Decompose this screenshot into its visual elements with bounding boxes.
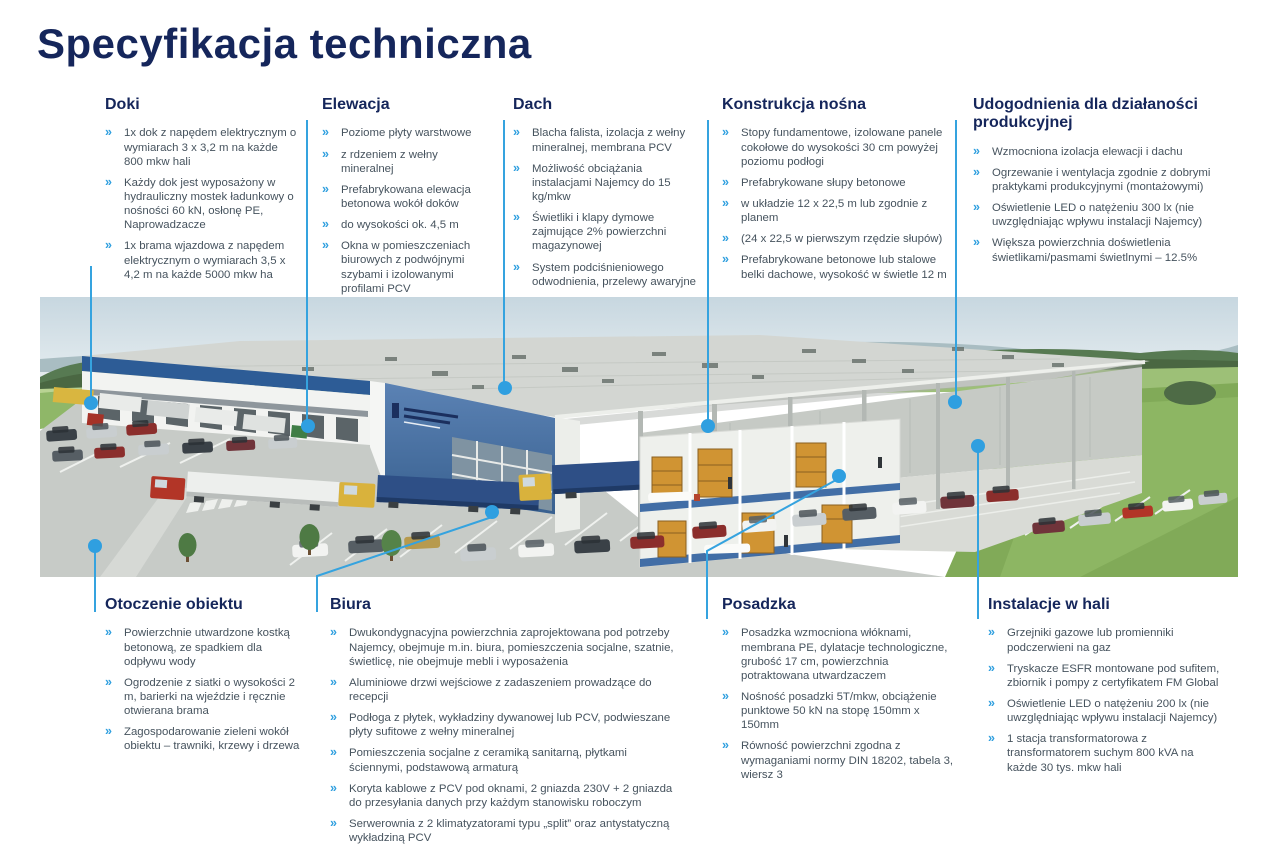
chevron-bullet-icon: » (330, 815, 337, 830)
spec-item (330, 626, 678, 668)
spec-item (722, 253, 950, 281)
spec-item-text: Podłoga z płytek, wykładziny dywanowej lub PCV, podwieszane płyty sufitowe z wełny mineralnej (349, 712, 671, 739)
section-title: Posadzka (722, 596, 796, 613)
spec-item (105, 725, 305, 753)
chevron-bullet-icon: » (722, 195, 729, 210)
chevron-bullet-icon: » (105, 625, 112, 640)
chevron-bullet-icon: » (330, 674, 337, 689)
spec-item (330, 711, 678, 739)
spec-item (722, 176, 950, 190)
spec-item (513, 162, 701, 204)
chevron-bullet-icon: » (722, 231, 729, 246)
spec-item (322, 126, 490, 140)
page-title: Specyfikacja techniczna (37, 20, 532, 67)
spec-item (105, 626, 305, 668)
spec-list (988, 626, 1220, 774)
spec-item-text: Nośność posadzki 5T/mkw, obciążenie punktowe 50 kN na stopę 150mm x 150mm (741, 690, 937, 732)
spec-item-text: do wysokości ok. 4,5 m (341, 219, 459, 232)
spec-item-text: Zagospodarowanie zieleni wokół obiektu – trawniki, krzewy i drzewa (124, 726, 300, 753)
spec-item (722, 690, 957, 732)
chevron-bullet-icon: » (973, 143, 980, 158)
spec-item (722, 626, 957, 683)
chevron-bullet-icon: » (513, 210, 520, 225)
spec-item (722, 197, 950, 225)
spec-list (322, 126, 490, 295)
chevron-bullet-icon: » (322, 217, 329, 232)
spec-item (973, 236, 1223, 264)
spec-item (322, 148, 490, 176)
section-posadzka (722, 596, 957, 789)
spec-item-text: Ogrzewanie i wentylacja zgodnie z dobrymi praktykami produkcyjnymi (montażowymi) (992, 166, 1211, 194)
spec-item-text: System podciśnieniowego odwodnienia, przelewy awaryjne (532, 261, 696, 288)
chevron-bullet-icon: » (722, 252, 729, 267)
spec-item-text: Oświetlenie LED o natężeniu 200 lx (nie uwzględniając wpływu instalacji Najemcy) (1007, 697, 1218, 725)
section-doki (105, 96, 297, 289)
spec-item-text: Prefabrykowane słupy betonowe (741, 176, 906, 189)
spec-item-text: (24 x 22,5 w pierwszym rzędzie słupów) (741, 233, 943, 246)
spec-item-text: Koryta kablowe z PCV pod oknami, 2 gniazda 230V + 2 gniazda do przesyłania danych przy każdym stanowisku roboczym (349, 782, 673, 809)
chevron-bullet-icon: » (722, 738, 729, 753)
chevron-bullet-icon: » (722, 688, 729, 703)
chevron-bullet-icon: » (330, 745, 337, 760)
section-biura (330, 596, 678, 852)
spec-item-text: Powierzchnie utwardzone kostką betonową, ze spadkiem dla odpływu wody (124, 627, 290, 668)
chevron-bullet-icon: » (513, 160, 520, 175)
chevron-bullet-icon: » (513, 259, 520, 274)
spec-item (105, 676, 305, 718)
chevron-bullet-icon: » (988, 660, 995, 675)
chevron-bullet-icon: » (722, 625, 729, 640)
spec-item-text: Prefabrykowane betonowe lub stalowe belki dachowe, wysokość w świetle 12 m (741, 254, 947, 281)
spec-item (988, 732, 1220, 774)
spec-item (513, 126, 701, 154)
spec-item (988, 662, 1220, 690)
spec-item-text: Blacha falista, izolacja z wełny mineralnej, membrana PCV (532, 127, 686, 154)
spec-item (722, 232, 950, 246)
spec-item (722, 126, 950, 168)
spec-item (105, 176, 297, 233)
spec-item-text: Oświetlenie LED o natężeniu 300 lx (nie uwzględniając wpływu instalacji Najemcy) (992, 202, 1203, 229)
chevron-bullet-icon: » (330, 710, 337, 725)
chevron-bullet-icon: » (330, 780, 337, 795)
spec-item-text: Aluminiowe drzwi wejściowe z zadaszeniem prowadzące do recepcji (349, 676, 652, 703)
spec-list (722, 126, 950, 281)
spec-item (973, 201, 1223, 229)
spec-item-text: 1 stacja transformatorowa z transformatorem suchym 800 kVA na każde 30 tys. mkw hali (1007, 733, 1194, 774)
chevron-bullet-icon: » (722, 125, 729, 140)
spec-item-text: Świetliki i klapy dymowe zajmujące 2% powierzchni magazynowej (532, 212, 667, 253)
chevron-bullet-icon: » (322, 181, 329, 196)
spec-item-text: Stopy fundamentowe, izolowane panele cokołowe do wysokości 30 cm powyżej poziomu podłogi (741, 127, 943, 168)
chevron-bullet-icon: » (322, 125, 329, 140)
spec-item-text: 1x brama wjazdowa z napędem elektrycznym o wymiarach 3,5 x 4,2 m na każde 5000 mkw ha (124, 240, 286, 281)
spec-item-text: Posadzka wzmocniona włóknami, membrana PE, dylatacje technologiczne, grubość 17 cm, powierzchnia potraktowana utwardzaczem (741, 627, 948, 682)
section-title: Doki (105, 96, 140, 113)
spec-item-text: Wzmocniona izolacja elewacji i dachu (992, 145, 1183, 158)
section-title: Elewacja (322, 96, 390, 113)
chevron-bullet-icon: » (322, 146, 329, 161)
section-title: Konstrukcja nośna (722, 96, 867, 113)
chevron-bullet-icon: » (330, 625, 337, 640)
spec-item (322, 239, 490, 296)
chevron-bullet-icon: » (322, 238, 329, 253)
spec-item-text: Tryskacze ESFR montowane pod sufitem, zbiornik i pompy z certyfikatem FM Global (1007, 662, 1220, 689)
spec-item (513, 211, 701, 253)
spec-item-text: Ogrodzenie z siatki o wysokości 2 m, barierki na wjeździe i ręcznie otwierana brama (124, 676, 295, 718)
spec-item-text: Grzejniki gazowe lub promienniki podczerwieni na gaz (1007, 627, 1174, 654)
spec-item (330, 782, 678, 810)
spec-list (105, 126, 297, 281)
chevron-bullet-icon: » (988, 731, 995, 746)
spec-item-text: z rdzeniem z wełny mineralnej (341, 148, 438, 175)
chevron-bullet-icon: » (105, 674, 112, 689)
spec-item-text: w układzie 12 x 22,5 m lub zgodnie z planem (741, 197, 928, 225)
spec-item (330, 676, 678, 704)
spec-item (330, 817, 678, 845)
spec-item-text: Dwukondygnacyjna powierzchnia zaprojektowana pod potrzeby Najemcy, obejmuje m.in. biura, pomieszczenia socjalne, szatnie, świetlicę, nie obejmuje mebli i wyposażenia (349, 627, 674, 668)
section-udogodnienia (973, 96, 1223, 272)
spec-item (988, 626, 1220, 654)
chevron-bullet-icon: » (105, 174, 112, 189)
section-elewacja (322, 96, 490, 303)
spec-item-text: Prefabrykowana elewacja betonowa wokół doków (341, 183, 471, 210)
spec-item-text: Równość powierzchni zgodna z wymaganiami normy DIN 18202, tabela 3, wiersz 3 (741, 740, 954, 781)
section-title: Biura (330, 596, 371, 613)
chevron-bullet-icon: » (722, 174, 729, 189)
spec-item (513, 261, 701, 289)
spec-item-text: Poziome płyty warstwowe (341, 127, 472, 140)
spec-item (322, 218, 490, 232)
spec-item-text: Większa powierzchnia doświetlenia świetlikami/pasmami świetlnymi – 12.5% (992, 237, 1198, 264)
spec-item (330, 746, 678, 774)
spec-item-text: 1x dok z napędem elektrycznym o wymiarach 3 x 3,2 m na każde 800 mkw hali (124, 127, 297, 168)
spec-item (973, 166, 1223, 194)
section-dach (513, 96, 701, 296)
chevron-bullet-icon: » (513, 125, 520, 140)
spec-item-text: Serwerownia z 2 klimatyzatorami typu „split” oraz antystatyczną wykładziną PCV (349, 817, 670, 845)
spec-list (973, 145, 1223, 265)
chevron-bullet-icon: » (988, 625, 995, 640)
spec-item (988, 697, 1220, 725)
chevron-bullet-icon: » (105, 125, 112, 140)
spec-item (322, 183, 490, 211)
spec-item-text: Okna w pomieszczeniach biurowych z podwójnymi szybami i izolowanymi profilami PCV (341, 240, 471, 295)
spec-item-text: Pomieszczenia socjalne z ceramiką sanitarną, płytkami ściennymi, podstawową armaturą (349, 747, 627, 774)
spec-list (105, 626, 305, 753)
section-otoczenie-obiektu (105, 596, 305, 761)
spec-item (105, 239, 297, 281)
chevron-bullet-icon: » (105, 238, 112, 253)
chevron-bullet-icon: » (973, 200, 980, 215)
chevron-bullet-icon: » (973, 235, 980, 250)
spec-list (722, 626, 957, 781)
chevron-bullet-icon: » (988, 695, 995, 710)
spec-item-text: Każdy dok jest wyposażony w hydrauliczny mostek ładunkowy o nośności 60 kN, osłonę PE, Naprowadzacze (124, 176, 294, 232)
chevron-bullet-icon: » (105, 724, 112, 739)
spec-item-text: Możliwość obciążania instalacjami Najemcy do 15 kg/mkw (532, 162, 671, 203)
spec-item (105, 126, 297, 168)
chevron-bullet-icon: » (973, 164, 980, 179)
spec-item (973, 145, 1223, 159)
section-title: Otoczenie obiektu (105, 596, 243, 613)
section-konstrukcja-nosna (722, 96, 950, 289)
section-instalacje-w-hali (988, 596, 1220, 782)
section-title: Udogodnienia dla działaności produkcyjnej (973, 96, 1198, 132)
section-title: Instalacje w hali (988, 596, 1110, 613)
spec-list (513, 126, 701, 288)
section-title: Dach (513, 96, 553, 113)
spec-list (330, 626, 678, 845)
spec-item (722, 739, 957, 781)
